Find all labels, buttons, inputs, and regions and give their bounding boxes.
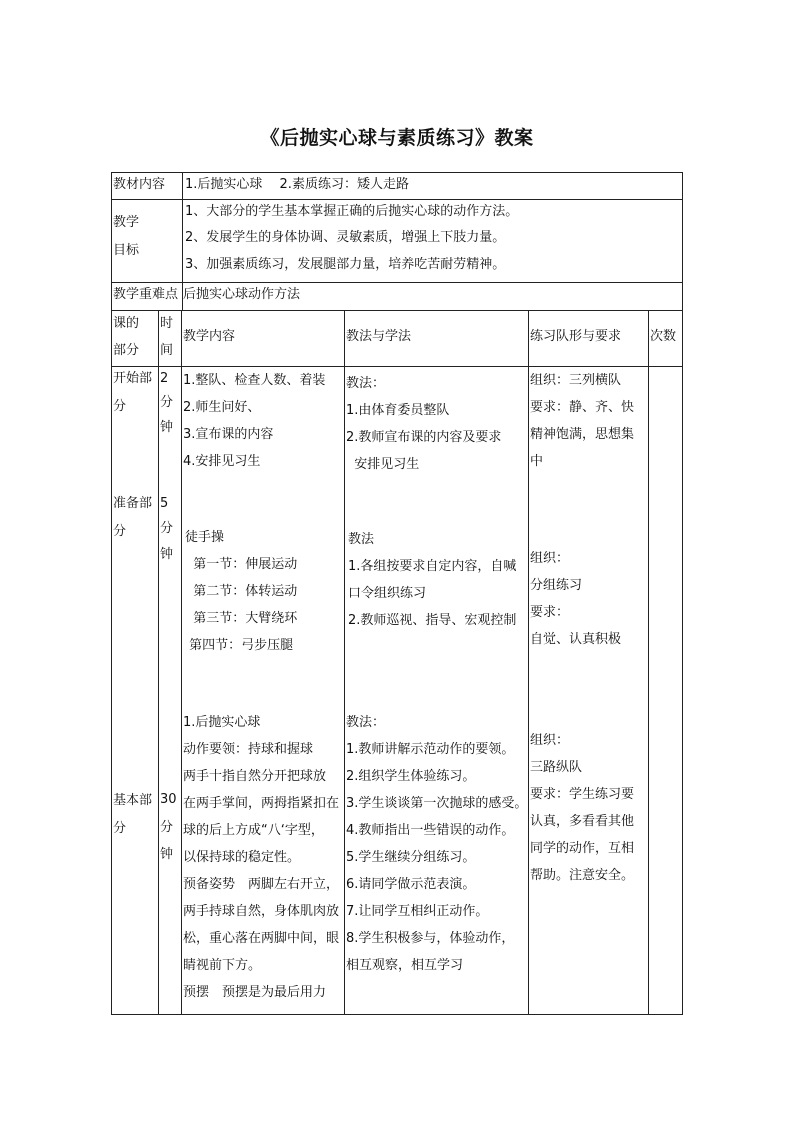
prep-time-line2: 分: [160, 521, 174, 536]
col-divider: [528, 310, 529, 1015]
prep-method-list: [348, 526, 516, 634]
list-item: 松，重心落在两脚中间，眼: [183, 931, 340, 946]
list-item: 以保持球的稳定性。: [183, 850, 301, 865]
material-label: 教材内容: [113, 177, 166, 192]
header-formation: 练习队形与要求: [530, 329, 622, 344]
prep-time-line3: 钟: [160, 547, 174, 562]
goal-item-2: 2、发展学生的身体协调、灵敏素质，增强上下肢力量。: [185, 230, 506, 245]
list-item: 同学的动作，互相: [530, 841, 635, 856]
list-item: 第三节：大臂绕环: [185, 611, 298, 626]
list-item: 安排见习生: [346, 457, 420, 472]
list-item: 3.学生谈谈第一次抛球的感受。: [346, 796, 528, 811]
goals-label-line1: 教学: [113, 215, 140, 230]
document-title: 《后抛实心球与素质练习》教案: [260, 127, 534, 149]
row-divider: [111, 310, 683, 311]
prep-part-label-line1: 准备部: [113, 496, 153, 511]
key-point-label: 教学重难点: [113, 287, 179, 302]
header-part-line1: 课的: [113, 316, 140, 331]
list-item: 第一节：伸展运动: [185, 557, 298, 572]
list-item: 要求：: [530, 605, 570, 620]
main-part-label-line1: 基本部: [113, 793, 153, 808]
list-item: 徒手操: [185, 530, 225, 545]
list-item: 4.安排见习生: [183, 454, 261, 469]
header-count: 次数: [650, 329, 677, 344]
prep-time-line1: 5: [160, 496, 169, 511]
goal-item-1: 1、大部分的学生基本掌握正确的后抛实心球的动作方法。: [185, 204, 519, 219]
list-item: 自觉、认真积极: [530, 632, 622, 647]
list-item: 3.宣布课的内容: [183, 427, 274, 442]
goals-label-line2: 目标: [113, 243, 140, 258]
col-divider: [182, 199, 183, 283]
list-item: 第二节：体转运动: [185, 584, 298, 599]
col-divider: [182, 172, 183, 200]
list-item: 教法: [348, 532, 375, 547]
goal-item-3: 3、加强素质练习，发展腿部力量，培养吃苦耐劳精神。: [185, 257, 506, 272]
table-border-right: [682, 172, 683, 1015]
list-item: 组织：三列横队: [530, 373, 622, 388]
row-divider: [111, 199, 683, 200]
main-time-line3: 钟: [160, 847, 174, 862]
list-item: 第四节：弓步压腿: [185, 638, 294, 653]
list-item: 1.整队、检查人数、着装: [183, 373, 326, 388]
list-item: 教法：: [346, 376, 386, 391]
list-item: 口令组织练习: [348, 586, 427, 601]
main-time-line1: 30: [160, 792, 177, 807]
list-item: 预摆 预摆是为最后用力: [183, 985, 327, 1000]
start-time-line1: 2: [160, 371, 169, 386]
list-item: 1.后抛实心球: [183, 715, 261, 730]
header-part-line2: 部分: [113, 343, 140, 358]
list-item: 球的后上方成“八‘字型，: [183, 823, 324, 838]
main-method-list: [346, 709, 527, 979]
list-item: 1.教师讲解示范动作的要领。: [346, 742, 515, 757]
row-divider: [111, 282, 683, 283]
header-time-line1: 时: [160, 316, 174, 331]
start-time-line2: 分: [160, 395, 174, 410]
main-formation-list: [530, 727, 634, 889]
table-border-bottom: [111, 1014, 683, 1015]
list-item: 教法：: [346, 715, 386, 730]
start-method-list: [346, 370, 501, 478]
list-item: 5.学生继续分组练习。: [346, 850, 476, 865]
key-point-content: 后抛实心球动作方法: [183, 287, 301, 302]
list-item: 两手十指自然分开把球放: [183, 769, 327, 784]
list-item: 预备姿势 两脚左右开立，: [183, 877, 340, 892]
list-item: 组织：: [530, 733, 570, 748]
list-item: 在两手掌间，两拇指紧扣在: [183, 796, 340, 811]
start-content-list: [183, 367, 325, 475]
table-border-top: [111, 172, 683, 173]
header-time-line2: 间: [160, 343, 174, 358]
list-item: 要求：学生练习要: [530, 787, 635, 802]
list-item: 2.组织学生体验练习。: [346, 769, 476, 784]
list-item: 2.教师宣布课的内容及要求: [346, 430, 502, 445]
list-item: 7.让同学互相纠正动作。: [346, 904, 489, 919]
list-item: 2.师生问好、: [183, 400, 261, 415]
header-content: 教学内容: [183, 329, 236, 344]
col-divider: [181, 310, 182, 1015]
main-time-line2: 分: [160, 820, 174, 835]
list-item: 两手持球自然，身体肌肉放: [183, 904, 340, 919]
col-divider: [648, 310, 649, 1015]
list-item: 睛视前下方。: [183, 958, 262, 973]
prep-formation-list: [530, 545, 621, 653]
list-item: 帮助。注意安全。: [530, 868, 635, 883]
list-item: 4.教师指出一些错误的动作。: [346, 823, 515, 838]
list-item: 中: [530, 454, 544, 469]
list-item: 认真，多看看其他: [530, 814, 635, 829]
prep-content-list: [185, 524, 297, 659]
col-divider: [344, 310, 345, 1015]
main-part-label-line2: 分: [113, 821, 127, 836]
list-item: 8.学生积极参与，体验动作，: [346, 931, 515, 946]
start-time-line3: 钟: [160, 420, 174, 435]
main-content-list: [183, 709, 339, 1006]
start-part-label-line1: 开始部: [113, 371, 153, 386]
list-item: 相互观察，相互学习: [346, 958, 464, 973]
list-item: 分组练习: [530, 578, 583, 593]
lesson-plan-table: [111, 172, 683, 1015]
start-formation-list: [530, 367, 634, 475]
material-content: 1.后抛实心球 2.素质练习：矮人走路: [185, 177, 409, 192]
list-item: 精神饱满，思想集: [530, 427, 635, 442]
list-item: 6.请同学做示范表演。: [346, 877, 476, 892]
start-part-label-line2: 分: [113, 399, 127, 414]
col-divider: [158, 310, 159, 1015]
list-item: 组织：: [530, 551, 570, 566]
list-item: 1.由体育委员整队: [346, 403, 450, 418]
prep-part-label-line2: 分: [113, 524, 127, 539]
table-border-left: [111, 172, 112, 1015]
list-item: 2.教师巡视、指导、宏观控制: [348, 613, 517, 628]
header-method: 教法与学法: [346, 329, 412, 344]
list-item: 1.各组按要求自定内容，自喊: [348, 559, 517, 574]
list-item: 要求：静、齐、快: [530, 400, 635, 415]
list-item: 动作要领：持球和握球: [183, 742, 314, 757]
list-item: 三路纵队: [530, 760, 583, 775]
